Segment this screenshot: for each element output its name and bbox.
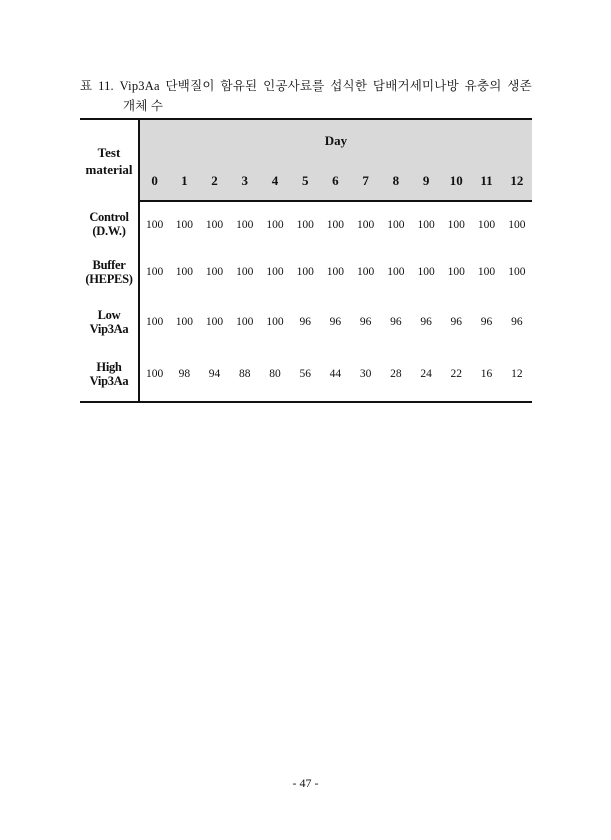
caption-word: Vip3Aa	[119, 79, 160, 93]
survival-count-cell: 100	[205, 218, 224, 231]
test-material-header	[80, 119, 139, 201]
survival-count-cell: 96	[480, 316, 493, 328]
test-material-label-line: Buffer	[92, 258, 126, 272]
survival-count-cell: 100	[508, 266, 526, 278]
day-number-row	[80, 161, 532, 201]
survival-count-cell: 96	[390, 316, 402, 328]
survival-count-cell: 100	[477, 266, 496, 278]
survival-count-cell: 100	[387, 218, 405, 231]
survival-count-cell: 100	[477, 218, 496, 231]
table-row	[80, 247, 532, 297]
test-material-cell	[80, 247, 139, 297]
survival-count-cell: 100	[205, 316, 224, 328]
survival-count-cell: 100	[417, 218, 435, 231]
survival-count-cell: 100	[326, 218, 345, 231]
survival-count-cell: 100	[387, 266, 405, 278]
test-material-label-line: (HEPES)	[85, 272, 133, 286]
survival-count-cell: 98	[169, 347, 199, 402]
caption-word: 섭식한	[330, 79, 368, 93]
caption-line-2: 개체 수	[123, 99, 164, 113]
caption-word: 표	[80, 79, 93, 93]
survival-count-cell: 100	[145, 218, 164, 231]
survival-count-cell: 88	[230, 347, 260, 402]
caption-word: 담배거세미나방	[372, 79, 459, 93]
day-number-header: 8	[381, 161, 411, 201]
day-number-header: 11	[471, 161, 501, 201]
day-number-header: 10	[441, 161, 471, 201]
caption-word: 11.	[98, 79, 114, 93]
test-material-header-line-2: material	[85, 161, 133, 177]
survival-count-cell: 100	[266, 316, 284, 328]
survival-count-cell: 80	[260, 347, 290, 402]
survival-count-cell: 100	[205, 266, 224, 278]
survival-count-cell: 44	[320, 347, 350, 402]
survival-count-cell: 100	[175, 266, 193, 278]
day-number-header: 2	[199, 161, 229, 201]
survival-count-cell: 28	[381, 347, 411, 402]
caption-word: 인공사료를	[263, 79, 325, 93]
survival-count-cell: 96	[299, 316, 311, 328]
survival-count-cell: 100	[266, 266, 284, 278]
survival-count-cell: 96	[450, 316, 463, 328]
day-number-header: 4	[260, 161, 290, 201]
survival-count-cell: 100	[175, 218, 193, 231]
table-caption	[80, 76, 532, 116]
survival-count-cell: 100	[236, 316, 254, 328]
day-number-header: 5	[290, 161, 320, 201]
survival-count-cell: 24	[411, 347, 441, 402]
test-material-header-line-1: Test	[97, 144, 121, 160]
day-number-header: 9	[411, 161, 441, 201]
survival-count-cell: 100	[236, 218, 254, 231]
survival-count-cell: 16	[471, 347, 501, 402]
survival-count-cell: 94	[199, 347, 229, 402]
page-number: - 47 -	[292, 776, 319, 790]
survival-count-cell: 56	[290, 347, 320, 402]
survival-count-cell: 100	[139, 347, 169, 402]
day-number-header: 6	[320, 161, 350, 201]
test-material-cell	[80, 347, 139, 402]
day-number-header: 0	[139, 161, 169, 201]
survival-count-cell: 30	[351, 347, 381, 402]
survival-count-cell: 12	[502, 347, 532, 402]
day-number-header: 3	[230, 161, 260, 201]
survival-count-cell: 96	[359, 316, 372, 328]
survival-count-cell: 100	[447, 218, 465, 231]
table-row	[80, 201, 532, 247]
test-material-label-line: Vip3Aa	[89, 374, 129, 388]
caption-word: 유충의	[464, 79, 502, 93]
test-material-label-line: (D.W.)	[92, 224, 126, 238]
day-header: Day	[139, 119, 532, 161]
table-row	[80, 297, 532, 347]
survival-count-cell: 100	[296, 218, 314, 231]
table-body	[80, 201, 532, 402]
survival-count-cell: 100	[417, 266, 435, 278]
test-material-label-line: Low	[97, 308, 121, 322]
test-material-label-line: Control	[89, 210, 129, 224]
day-number-header: 7	[351, 161, 381, 201]
survival-count-cell: 100	[175, 316, 193, 328]
test-material-cell	[80, 201, 139, 247]
survival-count-cell: 100	[145, 266, 164, 278]
test-material-label-line: Vip3Aa	[89, 322, 129, 336]
survival-count-cell: 100	[357, 266, 375, 278]
survival-count-cell: 100	[326, 266, 345, 278]
survival-table	[80, 118, 532, 403]
survival-count-cell: 100	[357, 218, 375, 231]
table-row	[80, 347, 532, 402]
caption-line-1	[80, 76, 532, 96]
caption-word: 함유된	[220, 79, 258, 93]
test-material-label-line: High	[96, 360, 122, 374]
survival-count-cell: 100	[296, 266, 314, 278]
survival-count-cell: 100	[447, 266, 465, 278]
day-number-header: 12	[502, 161, 532, 201]
survival-count-cell: 22	[441, 347, 471, 402]
survival-count-cell: 100	[145, 316, 164, 328]
survival-count-cell: 96	[420, 316, 432, 328]
survival-count-cell: 100	[266, 218, 284, 231]
survival-count-cell: 100	[236, 266, 254, 278]
survival-count-cell: 96	[511, 316, 523, 328]
survival-count-cell: 100	[508, 218, 526, 231]
survival-count-cell: 96	[329, 316, 342, 328]
test-material-cell	[80, 297, 139, 347]
caption-word: 생존	[507, 79, 532, 93]
caption-word: 단백질이	[165, 79, 215, 93]
day-number-header: 1	[169, 161, 199, 201]
